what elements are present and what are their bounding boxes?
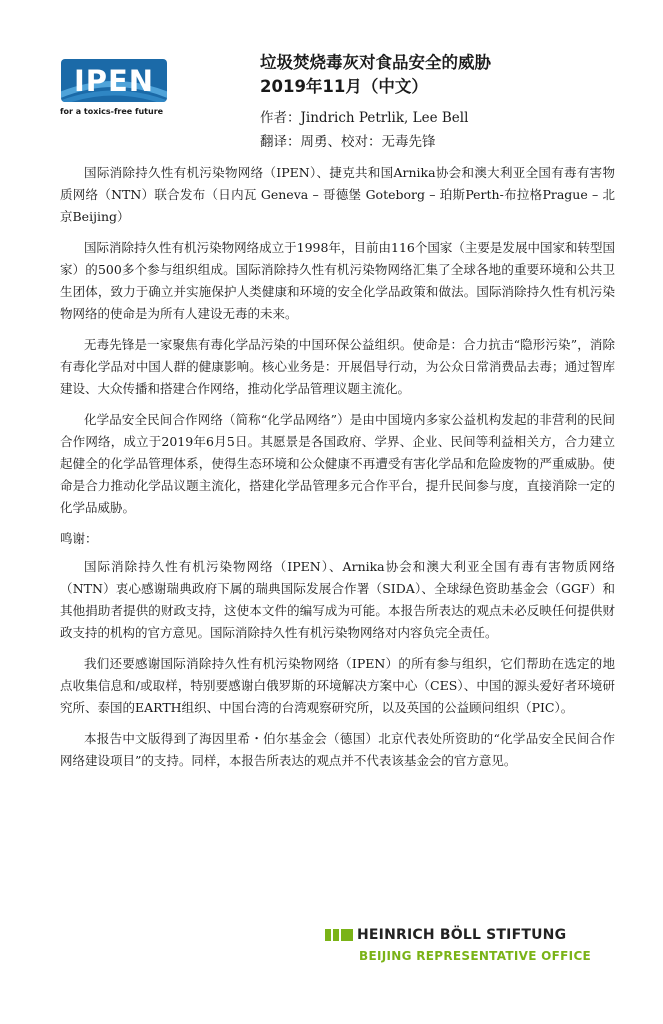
paragraph-acknowledgement-funding: 国际消除持久性有机污染物网络（IPEN）、Arnika协会和澳大利亚全国有毒有害物质网络（NTN）衷心感谢瑞典政府下属的瑞典国际发展合作署（SIDA）、全球绿色资助基金会（GGF）和其他捐助者提供的财政支持，这使本文件的编写成为可能。本报告所表达的观点未必反映任何提供财政支持的机构的官方意见。国际消除持久性有机污染物网络对内容负完全责任。 (60, 559, 615, 640)
paragraph-acknowledgement-foundation: 本报告中文版得到了海因里希・伯尔基金会（德国）北京代表处所资助的“化学品安全民间合作网络建设项目”的支持。同样，本报告所表达的观点并不代表该基金会的官方意见。 (60, 731, 615, 768)
paragraph-publishers: 国际消除持久性有机污染物网络（IPEN）、捷克共和国Arnika协会和澳大利亚全国有毒有害物质网络（NTN）联合发布（日内瓦 Geneva – 哥德堡 Goteborg – 珀斯Perth-布拉格Prague – 北京Beijing） (60, 165, 615, 224)
title-line-1: 垃圾焚烧毒灰对食品安全的威胁 (260, 53, 491, 72)
paragraph-chemical-network: 化学品安全民间合作网络（简称“化学品网络”）是由中国境内多家公益机构发起的非营利的民间合作网络，成立于2019年6月5日。其愿景是各国政府、学界、企业、民间等利益相关方，合力建立起健全的化学品管理体系，使得生态环境和公众健康不再遭受有害化学品和危险废物的严重威胁。使命是合力推动化学品议题主流化，搭建化学品管理多元合作平台，提升民间参与度，直接消除一定的化学品威胁。 (60, 412, 615, 515)
paragraph-acknowledgement-participants: 我们还要感谢国际消除持久性有机污染物网络（IPEN）的所有参与组织，它们帮助在选定的地点收集信息和/或取样，特别要感谢白俄罗斯的环境解决方案中心（CES）、中国的源头爱好者环境研究所、泰国的EARTH组织、中国台湾的台湾观察研究所，以及英国的公益顾问组织（PIC）。 (60, 656, 615, 715)
title-line-2: 2019年11月（中文） (260, 77, 428, 96)
translation-line: 翻译：周勇、校对：无毒先锋 (260, 134, 436, 150)
document-title (260, 51, 640, 99)
ipen-logo-tagline: for a toxics-free future (60, 107, 164, 116)
document-meta (260, 106, 640, 154)
ipen-logo-word: IPEN (73, 64, 155, 98)
sponsor-name: HEINRICH BÖLL STIFTUNG (357, 927, 567, 943)
paragraph-toxics-free-corps: 无毒先锋是一家聚焦有毒化学品污染的中国环保公益组织。使命是：合力抗击“隐形污染”，消除有毒化学品对中国人群的健康影响。核心业务是：开展倡导行动，为公众日常消费品去毒；通过智库建设、大众传播和搭建合作网络，推动化学品管理议题主流化。 (60, 337, 615, 396)
acknowledgement-heading: 鸣谢： (60, 531, 98, 546)
authors-line: 作者：Jindrich Petrlik, Lee Bell (260, 110, 469, 126)
ipen-logo-badge (61, 59, 167, 102)
sponsor-office: BEIJING REPRESENTATIVE OFFICE (359, 949, 592, 963)
hbs-blocks-icon (325, 929, 355, 948)
document-body (60, 162, 615, 781)
paragraph-ipen: 国际消除持久性有机污染物网络成立于1998年，目前由116个国家（主要是发展中国家和转型国家）的500多个参与组织组成。国际消除持久性有机污染物网络汇集了全球各地的重要环境和公共卫生团体，致力于确立并实施保护人类健康和环境的安全化学品政策和做法。国际消除持久性有机污染物网络的使命是为所有人建设无毒的未来。 (60, 240, 616, 321)
